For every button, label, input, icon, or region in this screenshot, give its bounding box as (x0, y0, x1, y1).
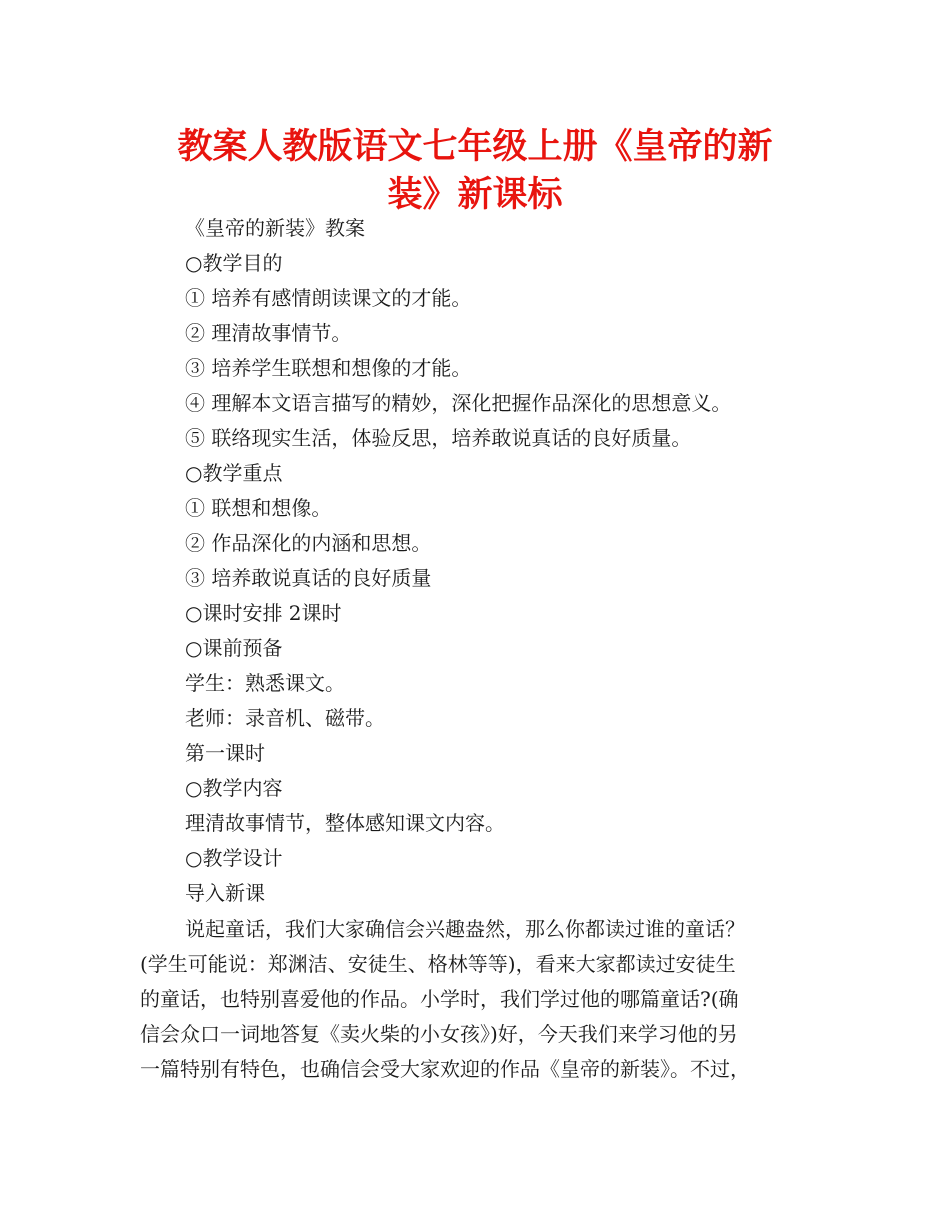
section-heading: ○教学重点 (185, 461, 283, 485)
paragraph-line: 信会众口一词地答复《卖火柴的小女孩》)好，今天我们来学习他的另 (140, 1022, 738, 1046)
list-item: ④ 理解本文语言描写的精妙，深化把握作品深化的思想意义。 (185, 391, 732, 415)
document-title-line-2: 装》新课标 (387, 175, 563, 215)
text-line: 老师：录音机、磁带。 (185, 706, 385, 730)
paragraph-line: 的童话，也特别喜爱他的作品。小学时，我们学过他的哪篇童话?(确 (140, 987, 739, 1011)
list-item: ② 作品深化的内涵和思想。 (185, 531, 432, 555)
paragraph-line: 一篇特别有特色，也确信会受大家欢迎的作品《皇帝的新装》。不过， (140, 1057, 750, 1081)
list-item: ① 培养有感情朗读课文的才能。 (185, 286, 472, 310)
list-item: ③ 培养敢说真话的良好质量 (185, 566, 432, 590)
section-heading: ○教学设计 (185, 846, 283, 870)
list-item: ① 联想和想像。 (185, 496, 332, 520)
section-heading: ○教学内容 (185, 776, 283, 800)
text-line: 学生：熟悉课文。 (185, 671, 345, 695)
section-heading: ○课前预备 (185, 636, 283, 660)
list-item: ③ 培养学生联想和想像的才能。 (185, 356, 472, 380)
section-heading: 导入新课 (185, 881, 265, 905)
list-item: ⑤ 联络现实生活，体验反思，培养敢说真话的良好质量。 (185, 426, 692, 450)
section-heading: ○课时安排 2课时 (185, 601, 342, 625)
section-heading: 《皇帝的新装》教案 (185, 216, 365, 240)
paragraph-line: 说起童话，我们大家确信会兴趣盎然，那么你都读过谁的童话？ (185, 917, 745, 941)
paragraph-line: (学生可能说：郑渊洁、安徒生、格林等等)，看来大家都读过安徒生 (140, 952, 736, 976)
section-heading: ○教学目的 (185, 251, 283, 275)
list-item: ② 理清故事情节。 (185, 321, 352, 345)
body-paragraph (140, 912, 830, 1087)
section-heading: 第一课时 (185, 741, 265, 765)
document-title-line-1: 教案人教版语文七年级上册《皇帝的新 (177, 127, 773, 167)
text-line: 理清故事情节，整体感知课文内容。 (185, 811, 505, 835)
